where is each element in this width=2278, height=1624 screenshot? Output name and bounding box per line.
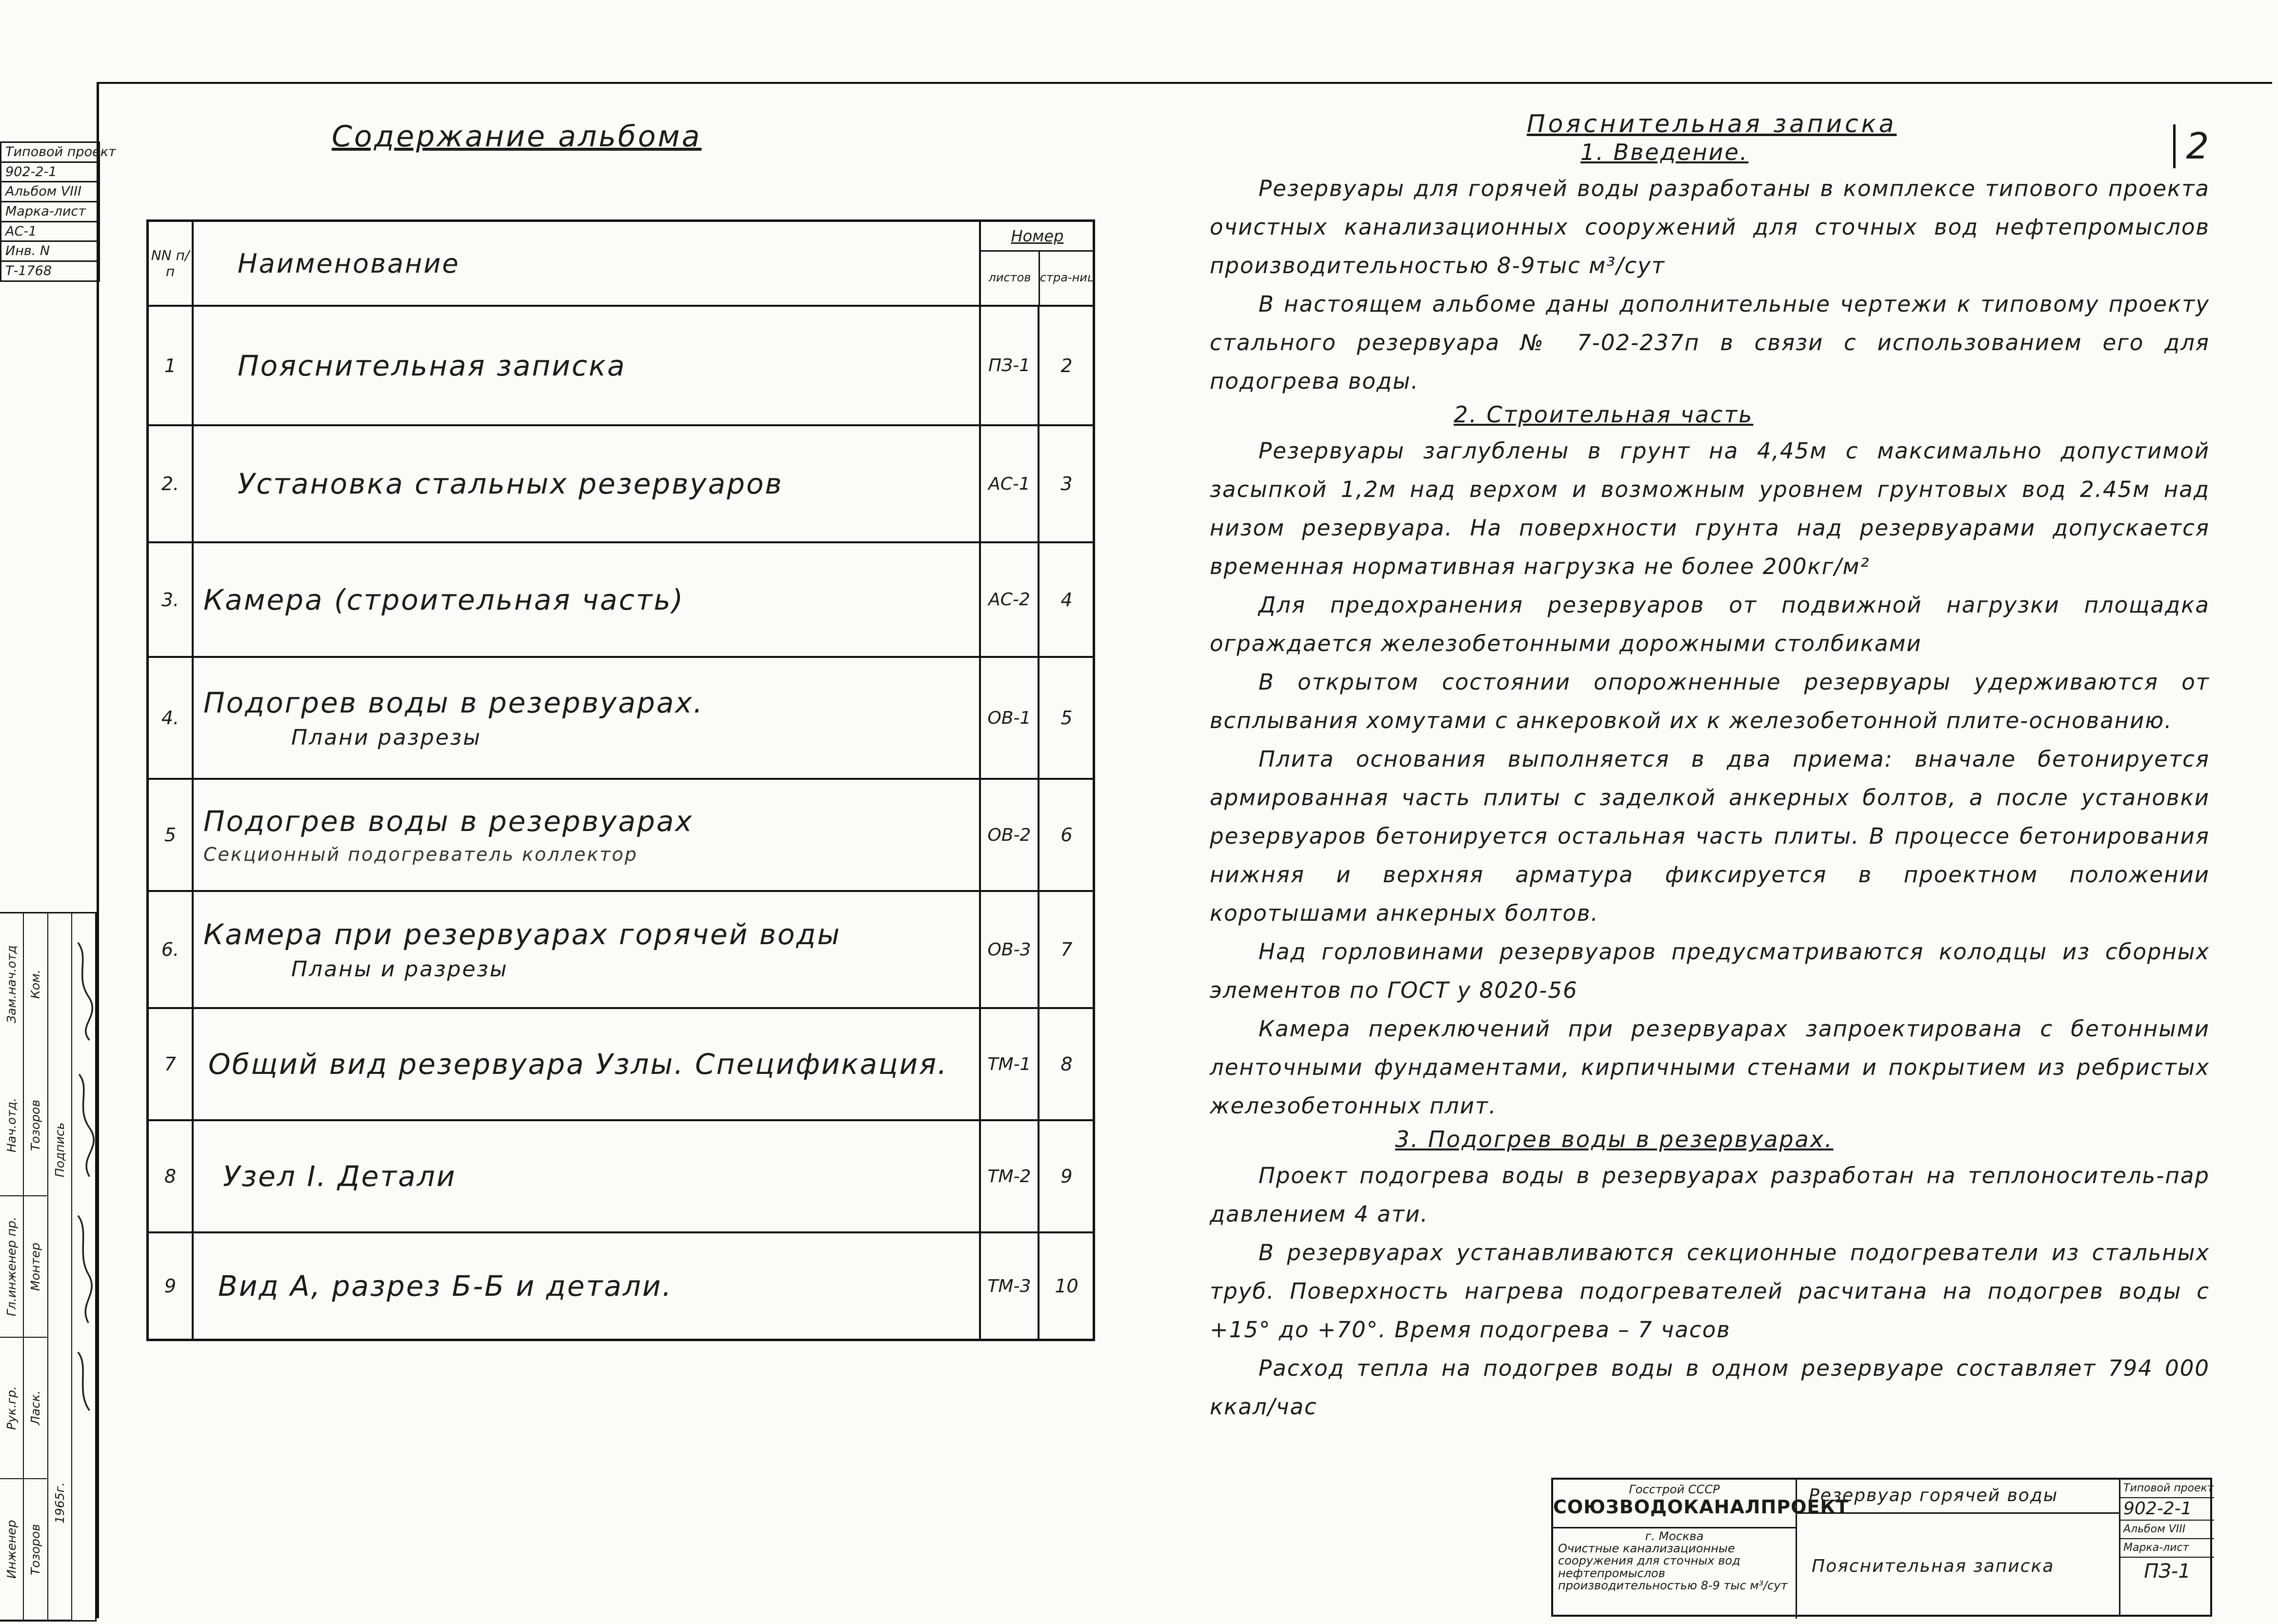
row-subtitle: Планы и разрезы (291, 956, 508, 982)
handwritten-signatures (72, 913, 95, 1620)
contents-row (149, 541, 1093, 656)
header-name: Наименование (238, 248, 460, 279)
contents-row (149, 424, 1093, 541)
strip-signature-scribbles (72, 913, 95, 1620)
note-paragraph: Для предохранения резервуаров от подвижной нагрузки площадка ограждается железобетонными дорожными столбиками (1210, 592, 2210, 656)
contents-row (149, 1119, 1093, 1231)
side-project-code: 902-2-1 (1, 163, 99, 183)
stamp-series: Типовой проект (2120, 1480, 2214, 1498)
stamp-mark-value: ПЗ-1 (2144, 1560, 2191, 1583)
row-name: Подогрев воды в резервуарах. (203, 686, 704, 719)
strip-role: Зам.нач.отд (4, 945, 19, 1023)
row-number: 6. (149, 892, 194, 1007)
note-title: Пояснительная записка (1527, 110, 1897, 138)
note-paragraph: Резервуары для горячей воды разработаны в комплексе типового проекта очистных канализационных сооружений для сточных вод нефтепромыслов производительностью 8-9тыс м³/сут (1210, 176, 2210, 278)
row-page: 4 (1038, 543, 1094, 656)
header-sheets: листов (981, 251, 1040, 305)
strip-name: Монтер (24, 1196, 47, 1338)
row-number: 8 (149, 1121, 194, 1231)
side-album: Альбом VIII (1, 182, 99, 202)
stamp-desc-main: Пояснительная записка (1812, 1556, 2055, 1576)
note-section-intro: 1. Введение. (1580, 139, 1749, 165)
side-inv-label: Инв. N (1, 242, 99, 262)
note-paragraph: Резервуары заглублены в грунт на 4,45м с максимально допустимой засыпкой 1,2м над верхом и возможным уровнем грунтовых вод 2.45м над низом резервуара. На поверхности грунта над резервуарами допускается временная нормативная нагрузка не более 200кг/м² (1210, 438, 2210, 579)
strip-name: Тозоров (24, 1055, 47, 1196)
header-number-group (979, 222, 1094, 305)
stamp-album: Альбом VIII (2120, 1521, 2214, 1539)
row-page: 8 (1038, 1009, 1094, 1119)
note-section-construction: 2. Строительная часть (1454, 401, 1754, 428)
stamp-desc-top: Резервуар горячей воды (1797, 1480, 2119, 1514)
contents-row (149, 778, 1093, 890)
header-number: Номер (981, 222, 1094, 252)
row-sheet-code: ОВ-1 (979, 658, 1038, 778)
row-number: 5 (149, 780, 194, 890)
contents-row (149, 656, 1093, 778)
title-block (1551, 1478, 2212, 1617)
row-number: 4. (149, 658, 194, 778)
strip-roles-column (0, 913, 24, 1620)
row-page: 10 (1038, 1233, 1094, 1339)
stamp-city-text: Очистные канализационные сооружения для сточных вод нефтепромыслов производительностью 8-9 тыс м³/сут (1558, 1542, 1788, 1592)
strip-signature-column (48, 913, 72, 1620)
stamp-org-name: СОЮЗВОДОКАНАЛПРОЕКТ (1553, 1496, 1849, 1518)
note-paragraph: Проект подогрева воды в резервуарах разработан на теплоноситель-пар давлением 4 ати. (1210, 1163, 2210, 1227)
strip-year: 1965г. (48, 1386, 71, 1621)
side-mark-label: Марка-лист (1, 202, 99, 222)
row-number: 7 (149, 1009, 194, 1119)
strip-name: Ласк. (24, 1338, 47, 1479)
explanatory-note (1210, 110, 2210, 1426)
note-paragraph: Над горловинами резервуаров предусматриваются колодцы из сборных элементов по ГОСТ у 8020-56 (1210, 939, 2210, 1003)
sheet-number: 2 (2173, 124, 2219, 168)
row-page: 7 (1038, 892, 1094, 1007)
stamp-mark-label: Марка-лист (2120, 1539, 2214, 1558)
stamp-organization (1553, 1480, 1849, 1528)
contents-row (149, 1231, 1093, 1339)
signature-strip (0, 912, 97, 1622)
stamp-city-block (1553, 1528, 1797, 1619)
stamp-city: г. Москва (1645, 1529, 1704, 1543)
row-page: 2 (1038, 307, 1094, 424)
contents-header-row (149, 222, 1096, 305)
strip-role: Гл.инженер пр. (0, 1196, 23, 1338)
side-mark-value: АС-1 (1, 222, 99, 242)
contents-row (149, 1007, 1093, 1119)
row-name: Подогрев воды в резервуарах (203, 805, 694, 838)
contents-row (149, 305, 1093, 424)
row-page: 6 (1038, 780, 1094, 890)
stamp-project-code: 902-2-1 (2120, 1498, 2214, 1521)
contents-title: Содержание альбома (332, 119, 702, 154)
stamp-right-column (2119, 1480, 2214, 1617)
strip-role: Инженер (0, 1479, 23, 1621)
row-sheet-code: АС-2 (979, 543, 1038, 656)
row-page: 5 (1038, 658, 1094, 778)
strip-name: Тозоров (24, 1479, 47, 1621)
row-name: Установка стальных резервуаров (238, 467, 783, 500)
row-sheet-code: ОВ-3 (979, 892, 1038, 1007)
strip-signature-label: Подпись (52, 1122, 67, 1178)
row-name: Камера (строительная часть) (203, 583, 685, 616)
side-inv-value: Т-1768 (5, 263, 52, 279)
row-number: 9 (149, 1233, 194, 1339)
side-series: Типовой проект (1, 143, 99, 163)
strip-name: Ком. (28, 970, 43, 999)
note-paragraph: Плита основания выполняется в два приема: вначале бетонируется армированная часть плиты с заделкой анкерных болтов, а после установки резервуаров бетонируется остальная часть плиты. В процессе бетонирования нижняя и верхняя арматура фиксируется в проектном положении коротышами анкерных болтов. (1210, 746, 2210, 926)
side-info-block (0, 141, 116, 282)
strip-names-column (24, 913, 48, 1620)
row-name: Вид А, разрез Б-Б и детали. (218, 1269, 673, 1303)
row-sheet-code: ТМ-3 (979, 1233, 1038, 1339)
row-sheet-code: ТМ-1 (979, 1009, 1038, 1119)
stamp-org-top: Госстрой СССР (1629, 1483, 1720, 1496)
row-number: 3. (149, 543, 194, 656)
row-name: Камера при резервуарах горячей воды (203, 917, 841, 951)
row-number: 2. (149, 426, 194, 541)
row-page: 3 (1038, 426, 1094, 541)
note-section-heating: 3. Подогрев воды в резервуарах. (1395, 1126, 1834, 1152)
row-number: 1 (149, 307, 194, 424)
header-nn: NN п/п (149, 222, 194, 305)
row-page: 9 (1038, 1121, 1094, 1231)
header-pages: стра-ниц (1039, 271, 1096, 285)
row-subtitle: Плани разрезы (291, 725, 481, 750)
note-paragraph: Камера переключений при резервуарах запроектирована с бетонными ленточными фундаментами, кирпичными стенами и покрытием из ребристых железобетонных плит. (1210, 1016, 2210, 1119)
row-name: Общий вид резервуара Узлы. Спецификация. (208, 1048, 948, 1081)
note-paragraph: В настоящем альбоме даны дополнительные чертежи к типовому проекту стального резервуара № 7-02-237п в связи с использованием его для подогрева воды. (1210, 291, 2210, 394)
note-paragraph: В открытом состоянии опорожненные резервуары удерживаются от всплывания хомутами с анкеровкой их к железобетонной плите-основанию. (1210, 669, 2210, 733)
note-paragraph: В резервуарах устанавливаются секционные подогреватели из стальных труб. Поверхность нагрева подогревателей расчитана на подогрев воды с +15° до +70°. Время подогрева – 7 часов (1210, 1240, 2210, 1343)
contents-table (146, 219, 1095, 1341)
strip-role: Нач.отд. (0, 1055, 23, 1196)
contents-row (149, 890, 1093, 1007)
row-name: Узел I. Детали (223, 1160, 457, 1193)
row-sheet-code: ПЗ-1 (979, 307, 1038, 424)
row-sheet-code: ОВ-2 (979, 780, 1038, 890)
row-subtitle: Секционный подогреватель коллектор (203, 844, 638, 865)
note-paragraph: Расход тепла на подогрев воды в одном резервуаре составляет 794 000 ккал/час (1210, 1355, 2210, 1420)
row-sheet-code: АС-1 (979, 426, 1038, 541)
strip-role: Рук.гр. (0, 1338, 23, 1479)
row-name: Пояснительная записка (238, 349, 626, 382)
row-sheet-code: ТМ-2 (979, 1121, 1038, 1231)
